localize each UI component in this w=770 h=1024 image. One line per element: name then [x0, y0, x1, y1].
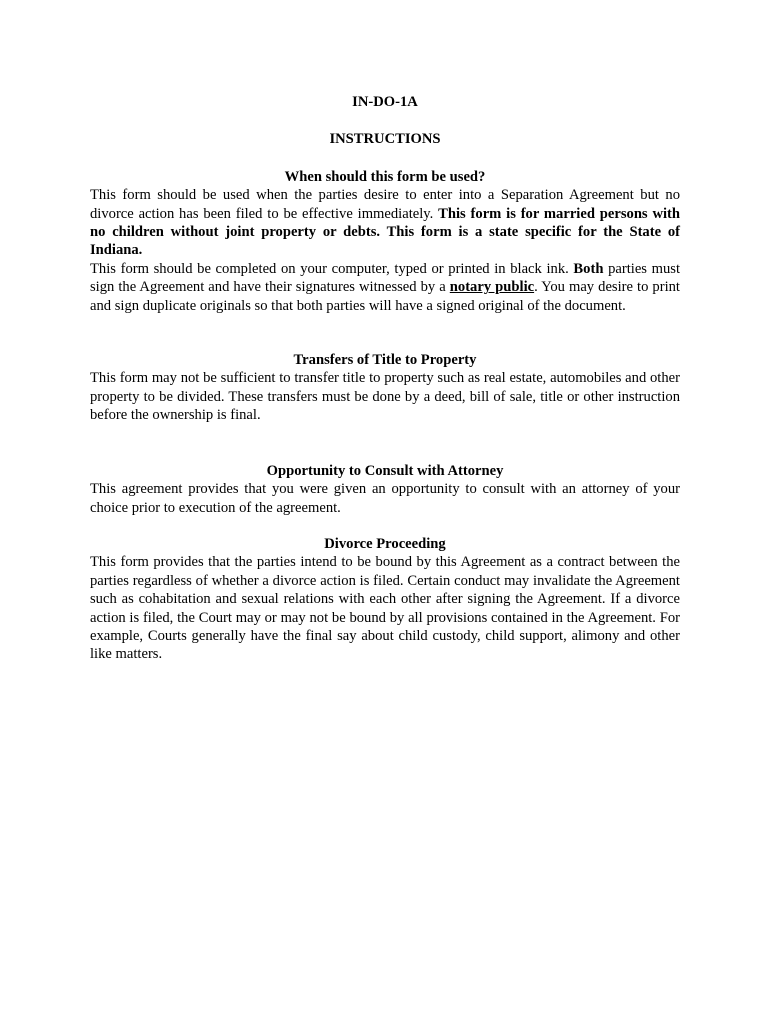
paragraph-completion-bold-both: Both — [573, 260, 604, 277]
document-page — [90, 90, 680, 664]
heading-when-used: When should this form be used? — [284, 168, 486, 185]
heading-divorce: Divorce Proceeding — [324, 535, 446, 552]
paragraph-completion — [90, 260, 680, 315]
form-code: IN-DO-1A — [352, 94, 418, 110]
paragraph-when-used-text: This form should be used when the parties desire to enter into a Separation Agreement but no divorce action has been filed to be effective immediately. — [90, 187, 680, 222]
heading-attorney: Opportunity to Consult with Attorney — [266, 462, 504, 479]
paragraph-completion-text-2: parties must sign the Agreement and have their signatures witnessed by a — [90, 260, 680, 296]
heading-transfers: Transfers of Title to Property — [293, 352, 477, 369]
page-title: INSTRUCTIONS — [329, 131, 441, 148]
paragraph-divorce: This form provides that the parties intend to be bound by this Agreement as a contract between the parties regardless of whether a divorce action is filed. Certain conduct may invalidate the Agreement such as cohabitation and sexual relations with each other after signing the Agreement. If a divorce action is filed, the Court may or may not be bound by all provisions contained in the Agreement. For example, Courts generally have the final say about child custody, child support, alimony and other like matters. — [90, 554, 680, 663]
paragraph-completion-notary: notary public — [449, 279, 535, 296]
paragraph-when-used-bold: This form is for married persons with no children without joint property or debts. This form is a state specific for the State of Indiana. — [90, 205, 681, 259]
paragraph-completion-text-1: This form should be completed on your computer, typed or printed in black ink. — [90, 260, 574, 277]
paragraph-transfers: This form may not be sufficient to transfer title to property such as real estate, automobiles and other property to be divided. These transfers must be done by a deed, bill of sale, title or other instruction before the ownership is final. — [90, 370, 680, 424]
paragraph-attorney: This agreement provides that you were given an opportunity to consult with an attorney of your choice prior to execution of the agreement. — [90, 481, 680, 516]
paragraph-completion-text-3: . You may desire to print and sign duplicate originals so that both parties will have a signed original of the document. — [90, 279, 680, 314]
paragraph-when-used — [90, 186, 680, 260]
